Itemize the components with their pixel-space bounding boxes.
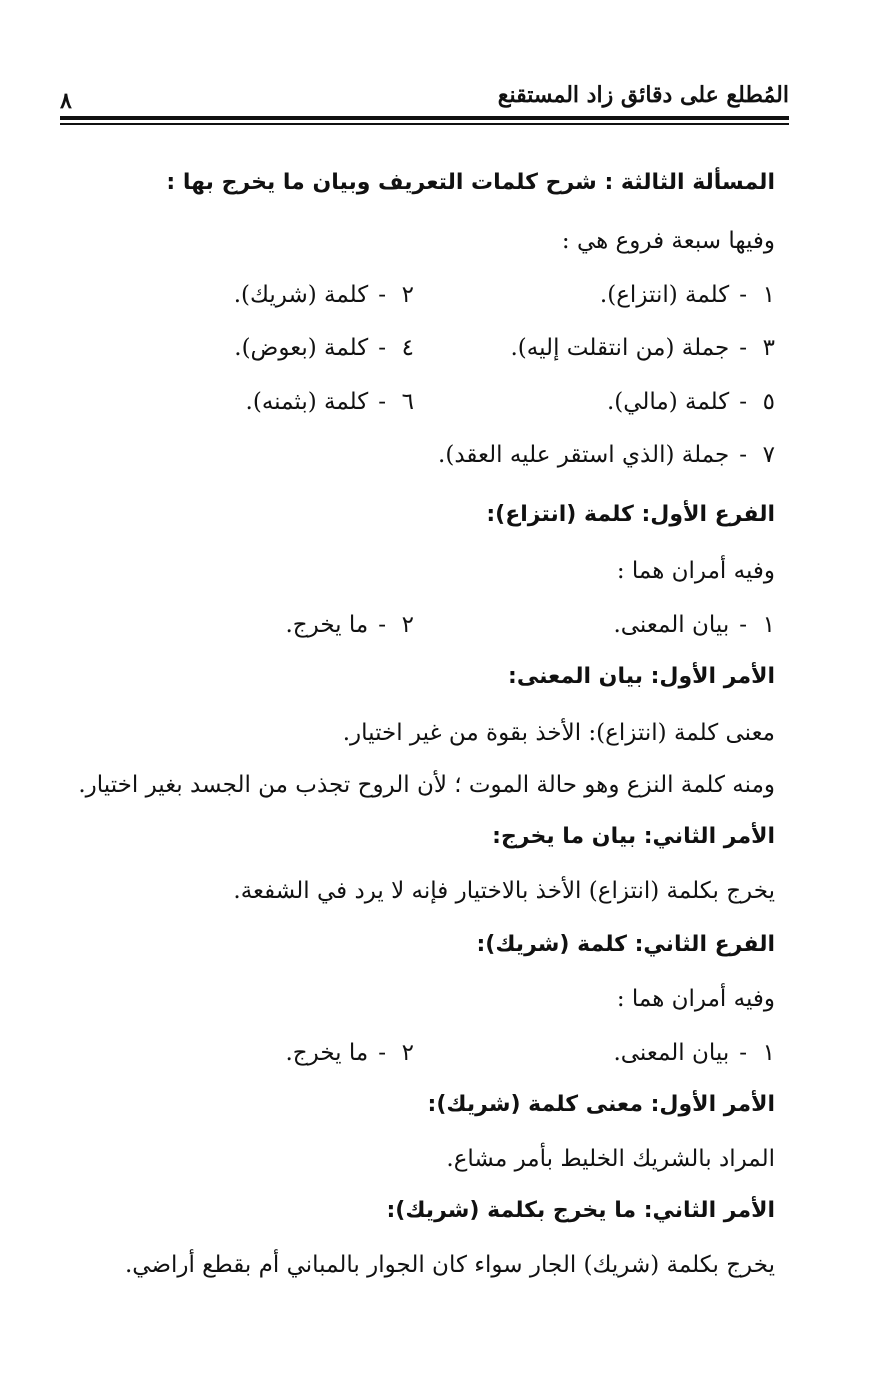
header-rule-thin	[60, 123, 789, 125]
branch-list-item	[234, 335, 414, 361]
item-text: ما يخرج.	[285, 612, 369, 638]
item-dash: -	[739, 389, 747, 415]
page-number: ٨	[60, 88, 72, 114]
branch1-list-item	[285, 612, 414, 638]
branch-list-item	[600, 282, 775, 308]
item-number: ٢	[401, 1040, 414, 1066]
item-text: ما يخرج.	[285, 1040, 369, 1066]
branch-list-item	[438, 442, 775, 468]
branch2-heading: الفرع الثاني: كلمة (شريك):	[476, 932, 775, 957]
item-number: ٢	[401, 612, 414, 638]
item-number: ٦	[401, 389, 414, 415]
item-number: ١	[762, 1040, 775, 1066]
item-dash: -	[739, 442, 747, 468]
branch1-matter1-heading: الأمر الأول: بيان المعنى:	[508, 664, 775, 689]
item-text: جملة (من انتقلت إليه).	[510, 335, 730, 361]
item-dash: -	[378, 612, 386, 638]
item-number: ١	[762, 612, 775, 638]
item-text: كلمة (شريك).	[233, 282, 369, 308]
branch2-matter2-heading: الأمر الثاني: ما يخرج بكلمة (شريك):	[386, 1198, 775, 1223]
paragraph: يخرج بكلمة (شريك) الجار سواء كان الجوار بالمباني أم بقطع أراضي.	[124, 1252, 775, 1278]
item-dash: -	[378, 1040, 386, 1066]
item-text: كلمة (بعوض).	[234, 335, 369, 361]
branch1-list-item	[613, 612, 775, 638]
item-number: ١	[762, 282, 775, 308]
item-dash: -	[378, 335, 386, 361]
branch1-matter2-heading: الأمر الثاني: بيان ما يخرج:	[492, 824, 775, 849]
item-dash: -	[739, 1040, 747, 1066]
paragraph: يخرج بكلمة (انتزاع) الأخذ بالاختيار فإنه لا يرد في الشفعة.	[233, 878, 775, 904]
branch2-matter1-heading: الأمر الأول: معنى كلمة (شريك):	[427, 1092, 775, 1117]
running-title: المُطلع على دقائق زاد المستقنع	[497, 82, 789, 108]
branch2-list-item	[285, 1040, 414, 1066]
item-dash: -	[739, 282, 747, 308]
item-number: ٥	[762, 389, 775, 415]
item-text: كلمة (انتزاع).	[599, 282, 730, 308]
branch-list-item	[511, 335, 776, 361]
paragraph: معنى كلمة (انتزاع): الأخذ بقوة من غير اختيار.	[342, 720, 775, 746]
item-text: جملة (الذي استقر عليه العقد).	[438, 442, 730, 468]
branch1-intro: وفيه أمران هما :	[616, 558, 775, 584]
running-header	[60, 82, 789, 112]
item-number: ٢	[401, 282, 414, 308]
paragraph: ومنه كلمة النزع وهو حالة الموت ؛ لأن الروح تجذب من الجسد بغير اختيار.	[78, 772, 775, 798]
item-dash: -	[739, 335, 747, 361]
item-number: ٧	[762, 442, 775, 468]
branch2-intro: وفيه أمران هما :	[616, 986, 775, 1012]
item-number: ٤	[401, 335, 414, 361]
branch2-list-item	[613, 1040, 775, 1066]
item-text: بيان المعنى.	[613, 1040, 730, 1066]
branch-list-item	[234, 282, 414, 308]
header-rule-thick	[60, 116, 789, 120]
item-text: بيان المعنى.	[613, 612, 730, 638]
item-text: كلمة (مالي).	[606, 389, 730, 415]
issue-heading: المسألة الثالثة : شرح كلمات التعريف وبيان ما يخرج بها :	[166, 170, 775, 195]
item-dash: -	[378, 389, 386, 415]
item-dash: -	[378, 282, 386, 308]
item-number: ٣	[762, 335, 775, 361]
branch-list-item	[607, 389, 775, 415]
item-text: كلمة (بثمنه).	[245, 389, 369, 415]
paragraph: المراد بالشريك الخليط بأمر مشاع.	[446, 1146, 775, 1172]
branch-list-item	[246, 389, 414, 415]
branch1-heading: الفرع الأول: كلمة (انتزاع):	[486, 502, 775, 527]
branches-intro: وفيها سبعة فروع هي :	[561, 228, 775, 254]
item-dash: -	[739, 612, 747, 638]
